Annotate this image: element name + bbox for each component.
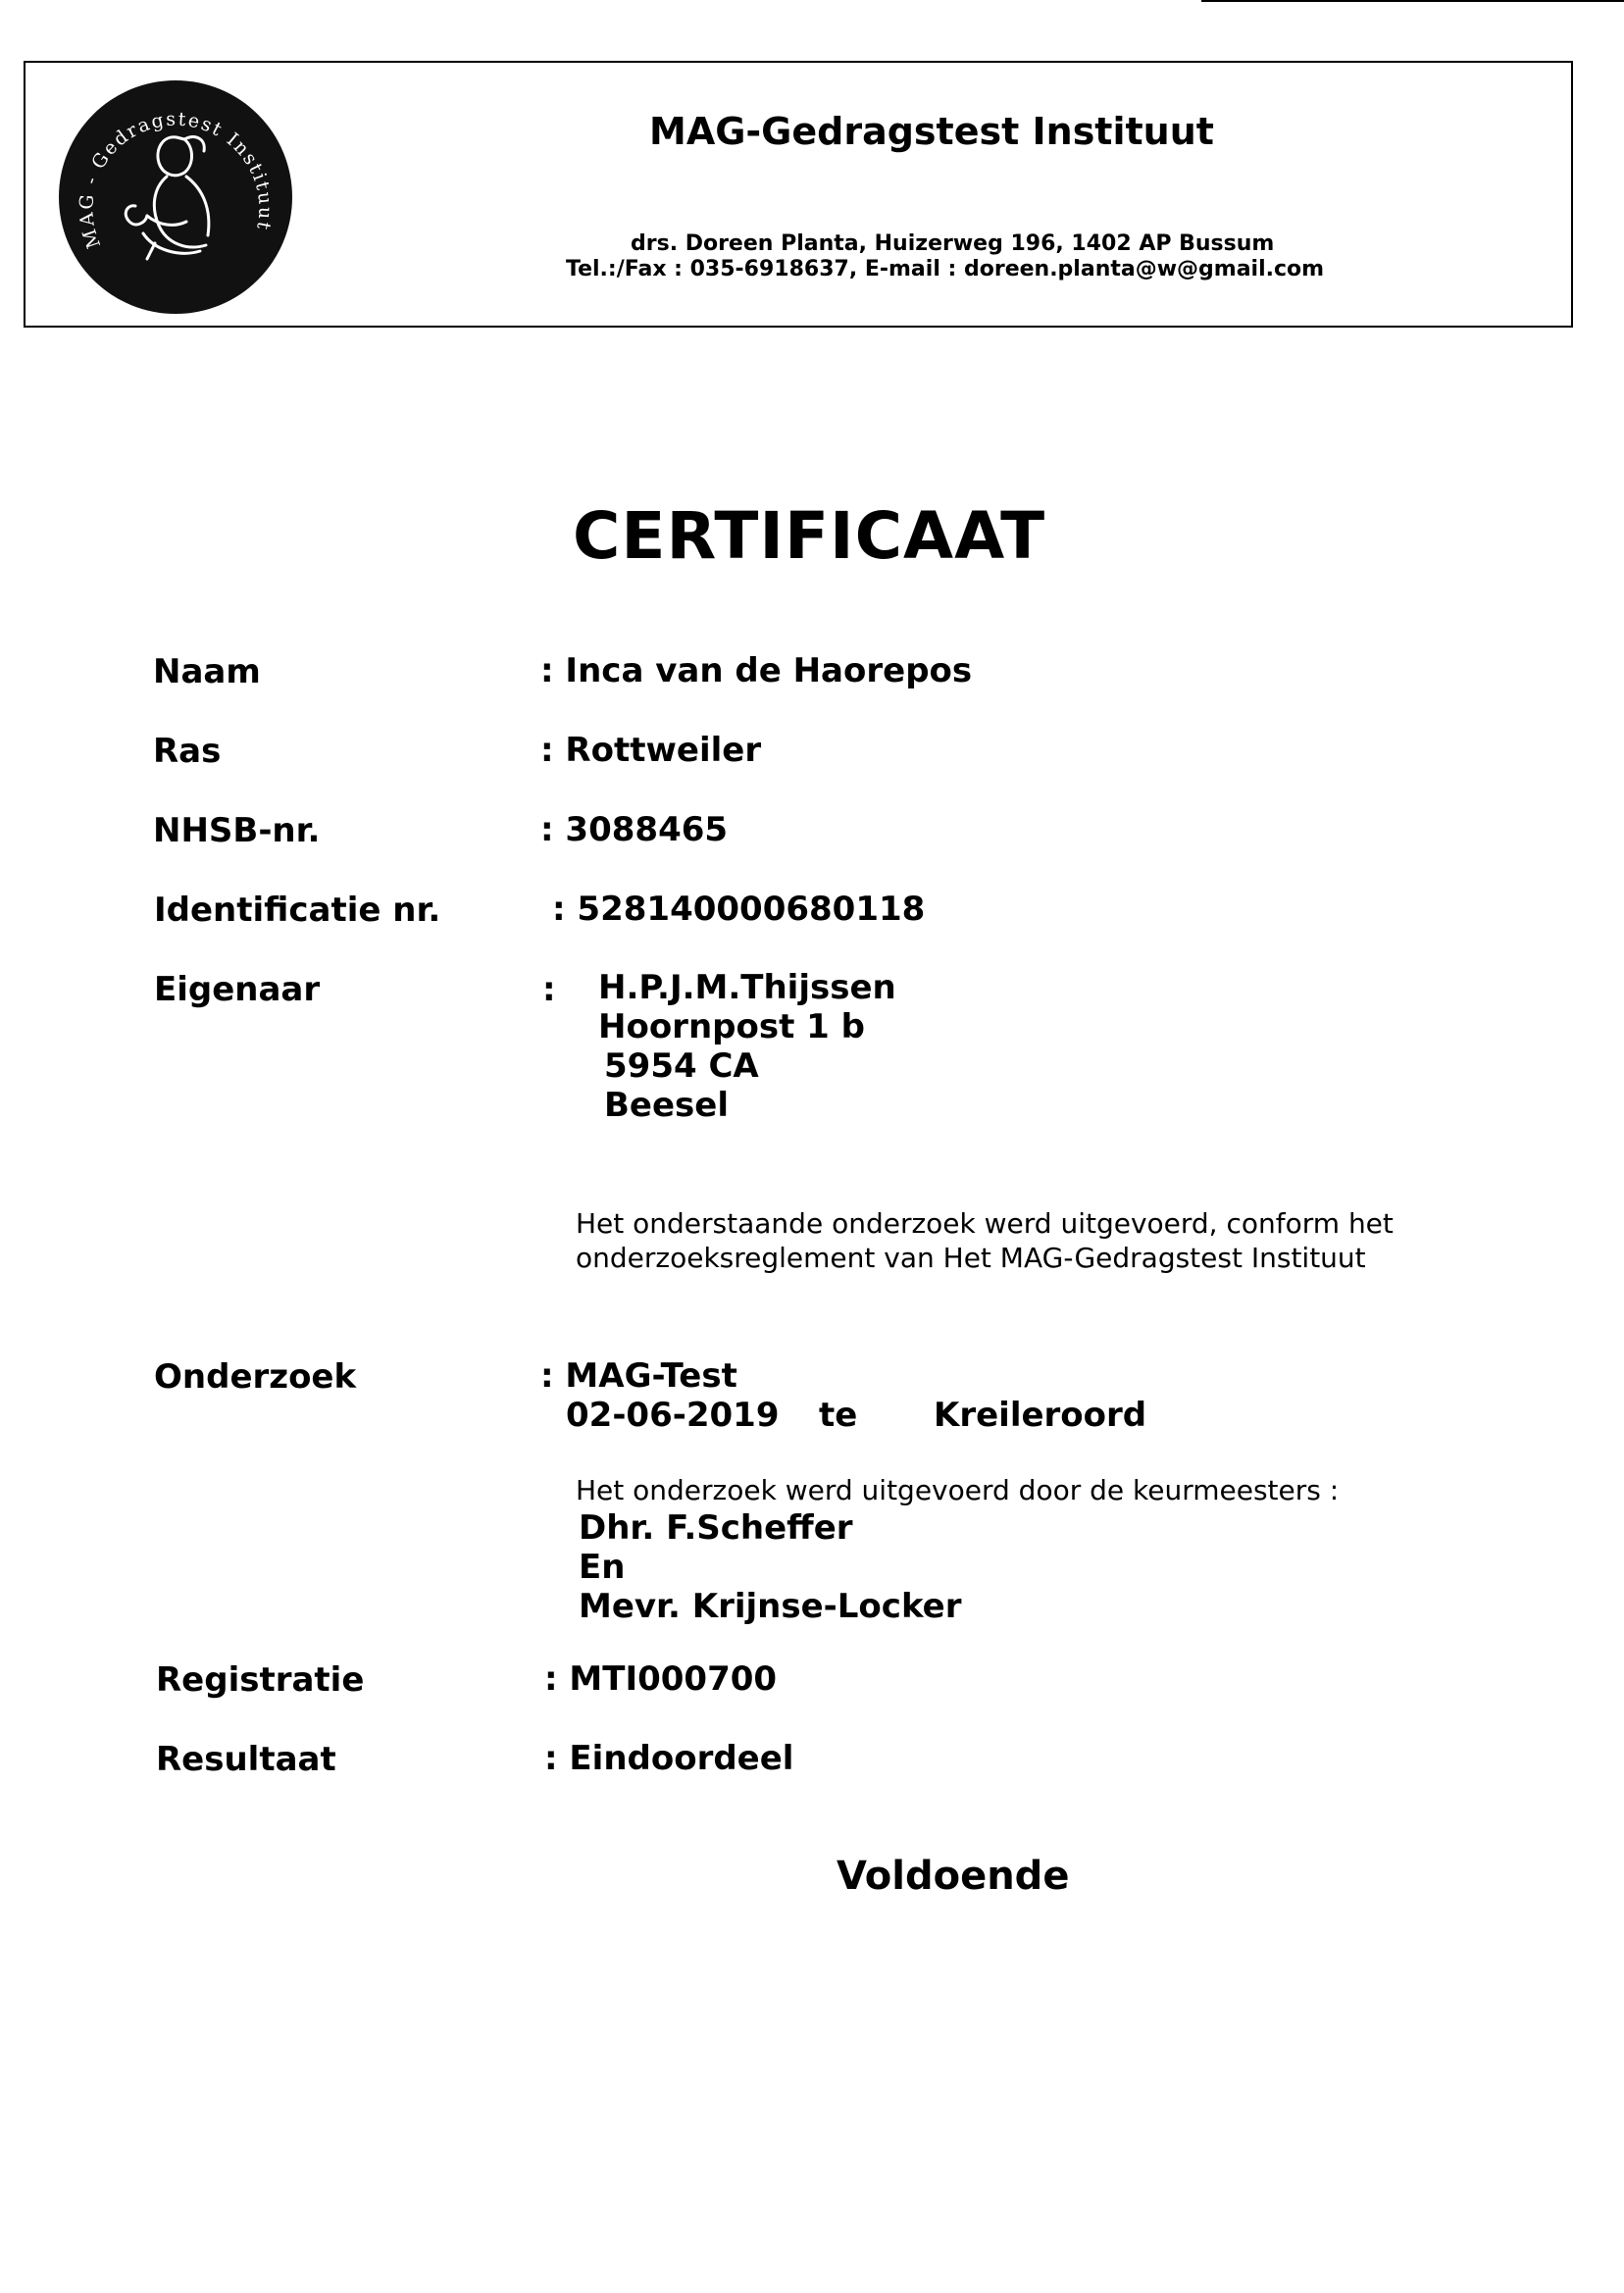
test-location: Kreileroord	[934, 1396, 1147, 1435]
value-ras: : Rottweiler	[540, 731, 762, 770]
institute-name: MAG-Gedragstest Instituut	[649, 110, 1214, 153]
label-naam: Naam	[153, 652, 261, 691]
value-registratie: : MTI000700	[544, 1659, 778, 1699]
value-resultaat: : Eindoordeel	[544, 1739, 794, 1778]
statement-line-1: Het onderstaande onderzoek werd uitgevoerd, conform het	[576, 1207, 1394, 1240]
label-identificatie: Identificatie nr.	[154, 891, 441, 930]
value-onderzoek-test: : MAG-Test	[540, 1356, 737, 1396]
examiner-first: Dhr. F.Scheffer	[579, 1508, 853, 1548]
owner-street: Hoornpost 1 b	[598, 1007, 865, 1046]
test-date: 02-06-2019	[566, 1396, 780, 1435]
label-nhsb: NHSB-nr.	[153, 811, 321, 850]
test-te: te	[819, 1396, 858, 1435]
label-resultaat: Resultaat	[156, 1740, 336, 1779]
value-identificatie: : 528140000680118	[552, 890, 926, 929]
value-naam: : Inca van de Haorepos	[540, 651, 973, 690]
eigenaar-colon: :	[542, 970, 556, 1009]
label-registratie: Registratie	[156, 1660, 365, 1700]
owner-postcode: 5954 CA	[604, 1046, 759, 1086]
top-edge-line	[1201, 0, 1624, 2]
value-nhsb: : 3088465	[540, 810, 729, 849]
owner-city: Beesel	[604, 1086, 729, 1125]
examiners-intro: Het onderzoek werd uitgevoerd door de keurmeesters :	[576, 1474, 1340, 1506]
logo-ring-text: MAG - Gedragstest Instituut	[76, 108, 277, 251]
label-eigenaar: Eigenaar	[154, 970, 321, 1009]
institute-address: drs. Doreen Planta, Huizerweg 196, 1402 AP Bussum	[631, 231, 1275, 256]
owner-name: H.P.J.M.Thijssen	[598, 968, 896, 1007]
statement-line-2: onderzoeksreglement van Het MAG-Gedragstest Instituut	[576, 1242, 1366, 1274]
institute-logo	[57, 78, 294, 316]
examiner-and: En	[579, 1548, 626, 1587]
final-result: Voldoende	[837, 1854, 1070, 1899]
examiner-second: Mevr. Krijnse-Locker	[579, 1587, 962, 1626]
label-ras: Ras	[153, 732, 222, 771]
institute-contact: Tel.:/Fax : 035-6918637, E-mail : doreen.planta@w@gmail.com	[566, 257, 1325, 281]
label-onderzoek: Onderzoek	[154, 1357, 357, 1397]
certificate-title: CERTIFICAAT	[573, 498, 1046, 574]
